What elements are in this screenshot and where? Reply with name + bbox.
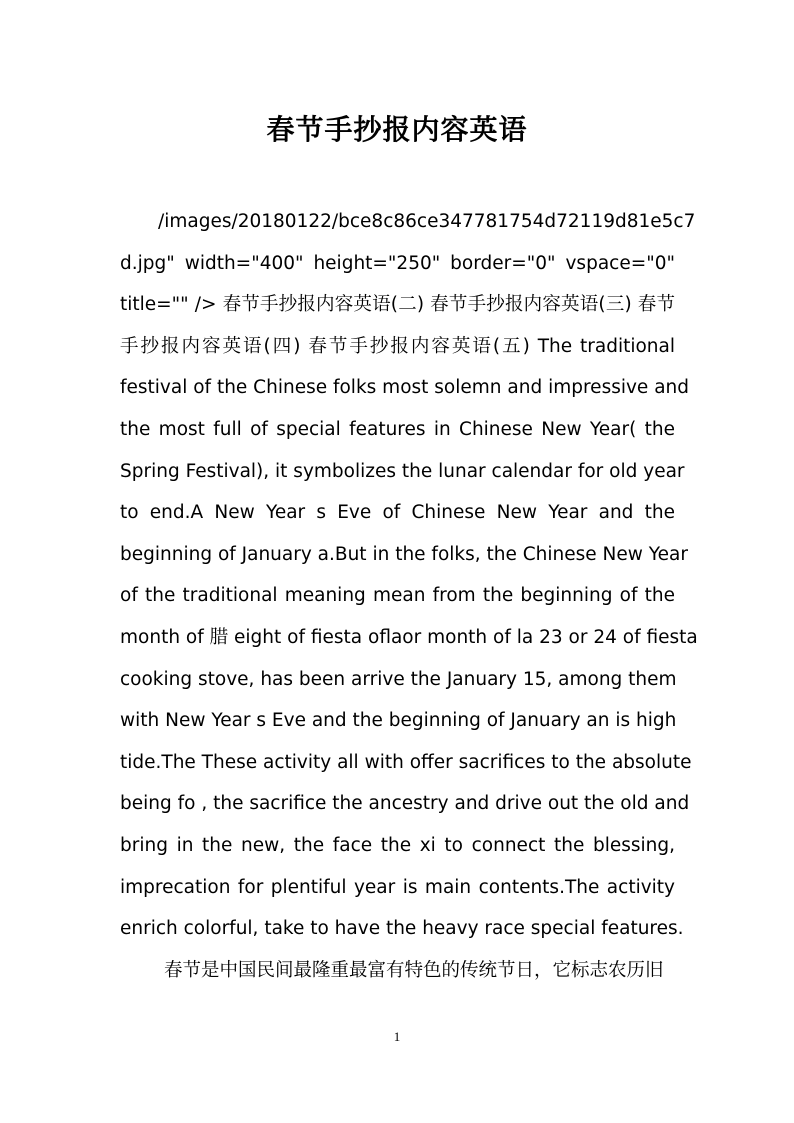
document-title: 春节手抄报内容英语 [266,113,528,146]
text-line: tide.The These activity all with offer sacrifices to the absolute [120,751,692,773]
text-line: imprecation for plentiful year is main contents.The activity [120,876,675,898]
body-text [120,201,698,991]
text-line: /images/20180122/bce8c86ce347781754d72119d81e5c7 [158,211,696,232]
page-number: 1 [393,1029,401,1044]
text-line: being fo , the sacrifice the ancestry and drive out the old and [120,793,690,815]
text-line: enrich colorful, take to have the heavy race special features. [120,918,684,940]
text-line: cooking stove, has been arrive the January 15, among them [120,668,677,690]
text-line: 手抄报内容英语(四) 春节手抄报内容英语(五) The traditional [120,335,675,357]
text-line: festival of the Chinese folks most solemn and impressive and [120,377,690,399]
text-line: Spring Festival), it symbolizes the lunar calendar for old year [120,460,685,482]
text-line: title="" /> 春节手抄报内容英语(二) 春节手抄报内容英语(三) 春节 [120,294,675,316]
text-line: of the traditional meaning mean from the beginning of the [120,585,675,607]
text-line: with New Year s Eve and the beginning of January an is high [120,710,677,732]
text-line: d.jpg" width="400" height="250" border="0" vspace="0" [120,252,675,274]
text-line: the most full of special features in Chinese New Year( the [120,418,675,440]
text-line: bring in the new, the face the xi to connect the blessing, [120,834,675,856]
text-line: 春节是中国民间最隆重最富有特色的传统节日，它标志农历旧 [164,959,664,981]
text-line: beginning of January a.But in the folks, the Chinese New Year [120,543,688,565]
text-line: to end.A New Year s Eve of Chinese New Year and the [120,502,675,524]
text-line: month of 腊 eight of fiesta oflaor month of la 23 or 24 of fiesta [120,626,698,648]
